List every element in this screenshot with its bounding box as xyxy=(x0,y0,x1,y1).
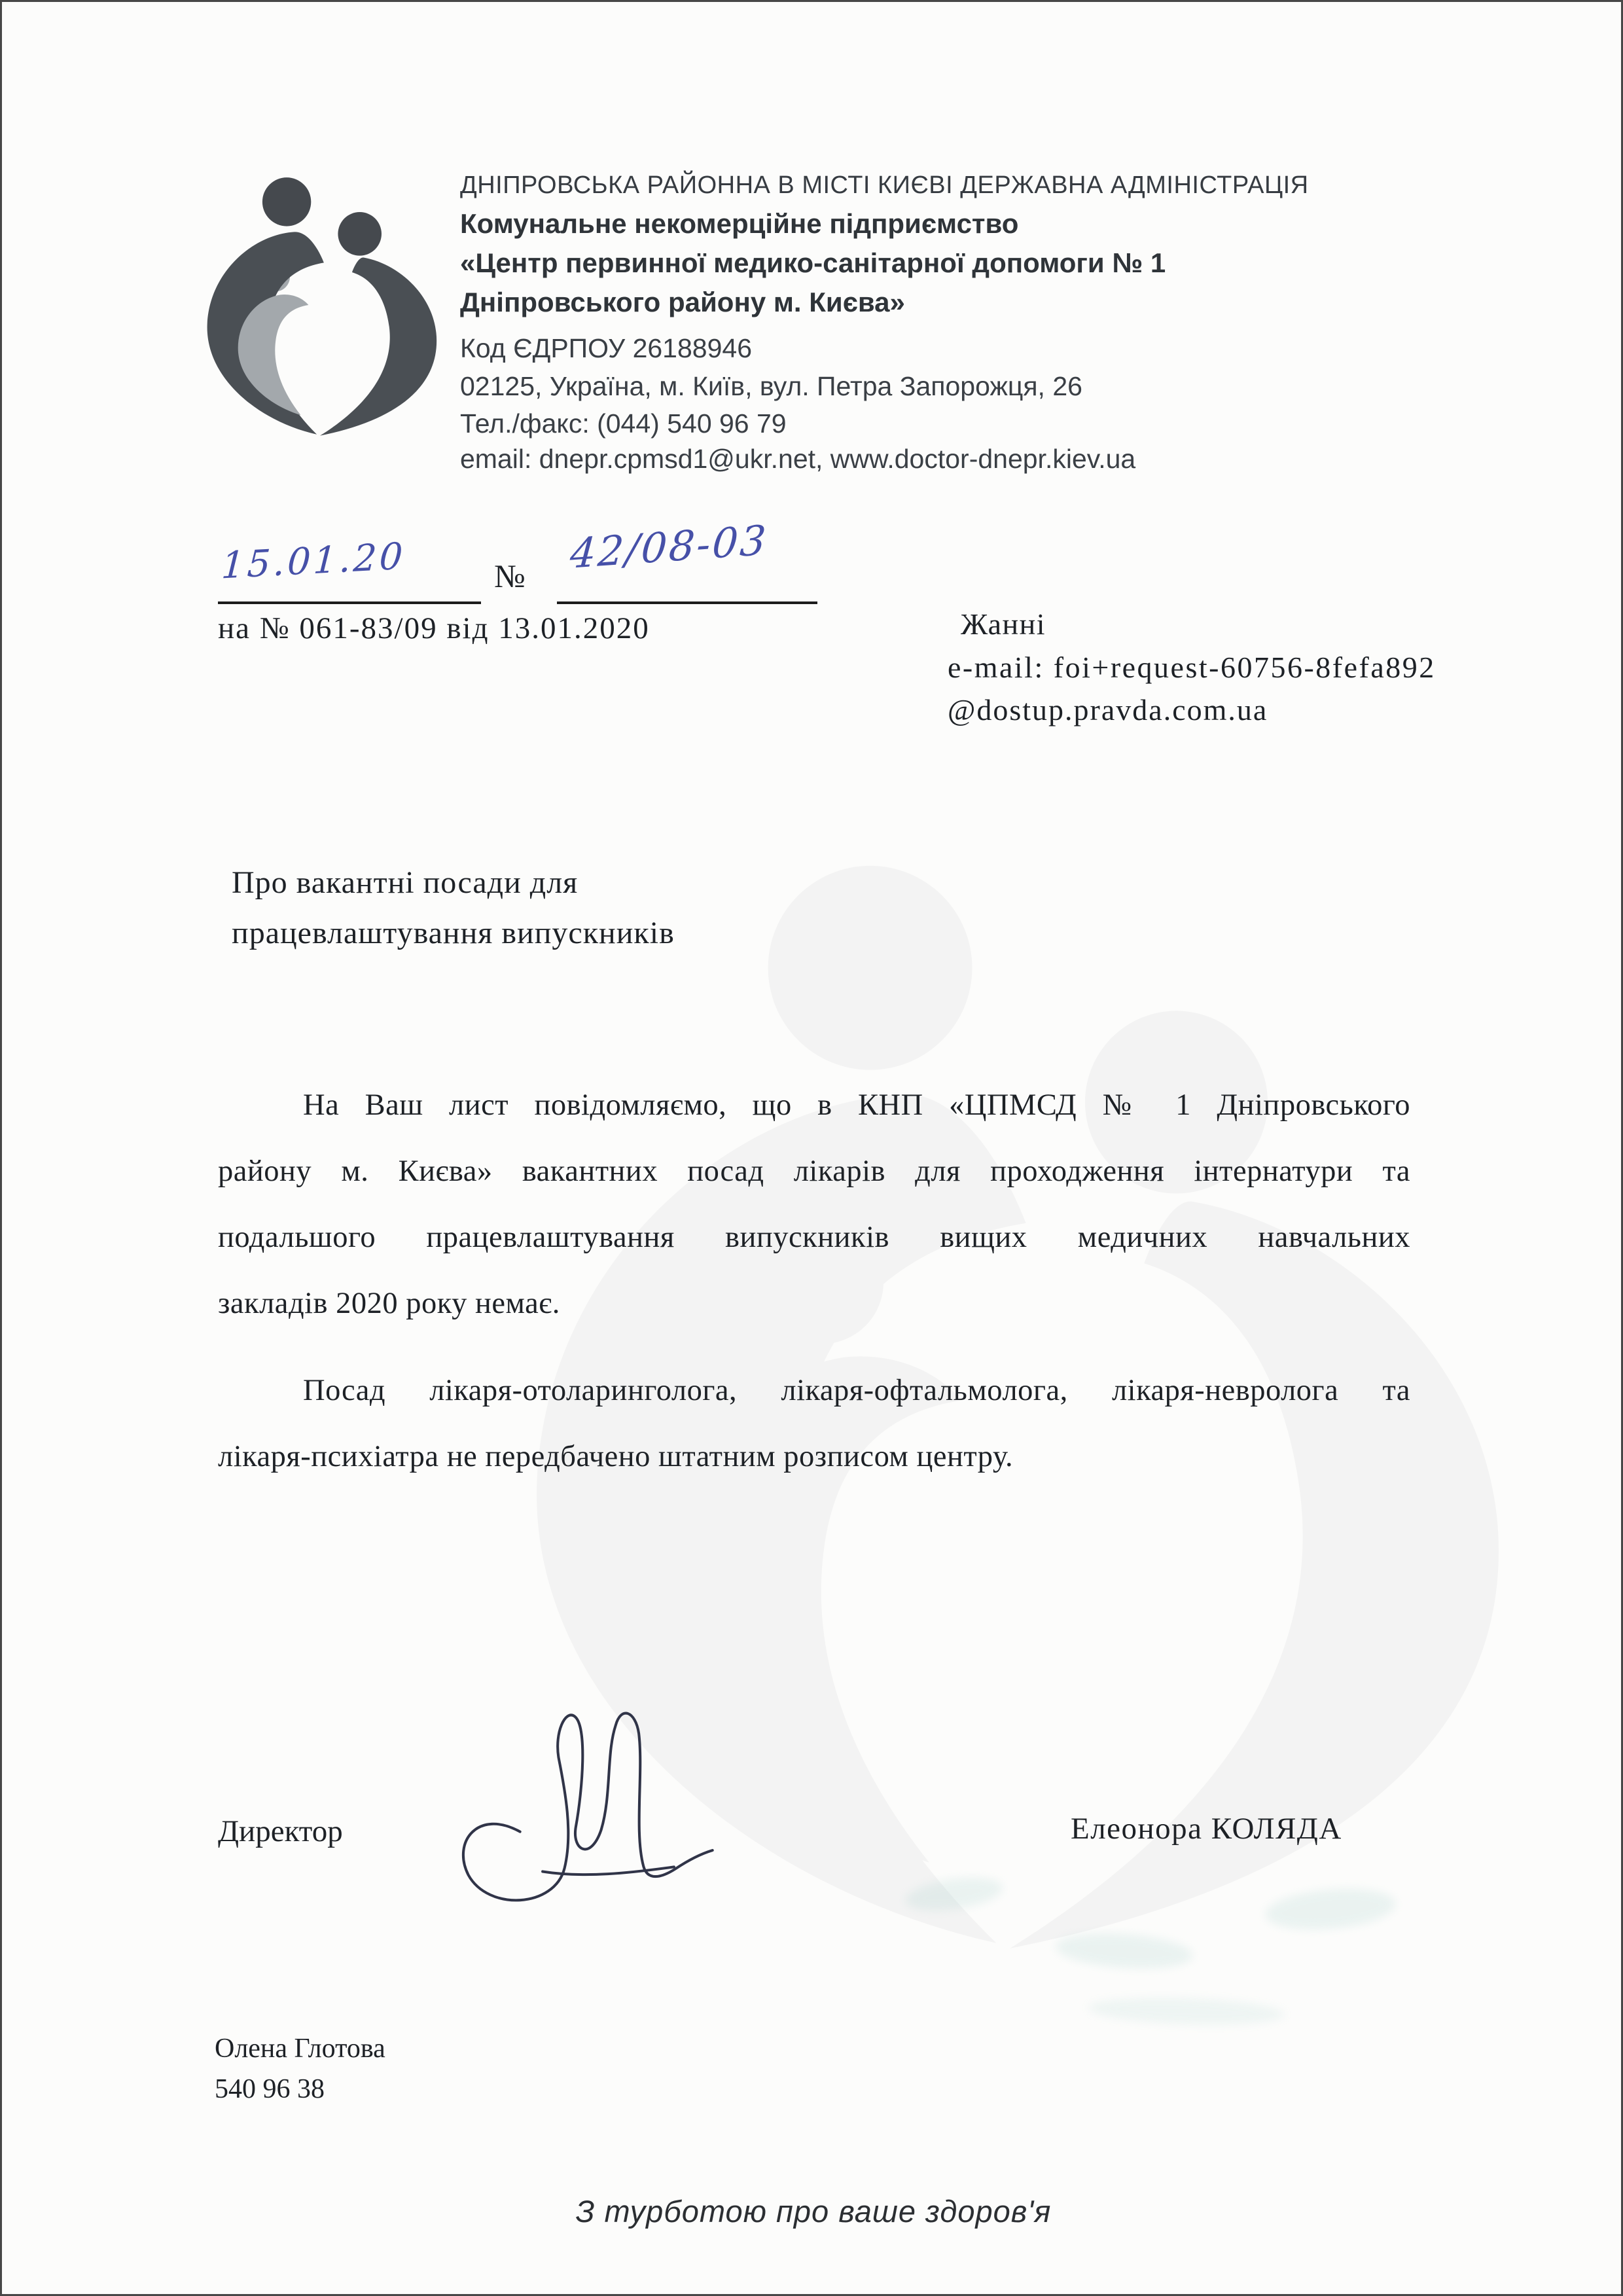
number-underline xyxy=(557,601,817,604)
body-paragraph-1 xyxy=(218,1072,1410,1336)
subject-line-2: працевлаштування випускників xyxy=(232,916,675,950)
logo-head-right-icon xyxy=(338,212,382,256)
number-sign: № xyxy=(494,558,526,594)
org-name-line-2: «Центр первинної медико-санітарної допомоги № 1 xyxy=(460,247,1166,278)
email-line: email: dnepr.cpmsd1@ukr.net, www.doctor-dnepr.kiev.ua xyxy=(460,444,1136,474)
recipient-email-line-2: @dostup.pravda.com.ua xyxy=(948,693,1268,726)
recipient-name: Жанні xyxy=(961,607,1046,641)
director-name: Елеонора КОЛЯДА xyxy=(1071,1812,1342,1846)
contact-person-block xyxy=(215,2028,385,2109)
director-title: Директор xyxy=(218,1814,343,1848)
date-underline xyxy=(218,601,481,604)
outgoing-number-handwritten: 42/08-03 xyxy=(568,516,770,578)
org-logo xyxy=(198,164,442,444)
org-name-line-3: Дніпровського району м. Києва» xyxy=(460,287,905,317)
logo-right-figure xyxy=(320,257,437,435)
reply-reference-line: на № 061-83/09 від 13.01.2020 xyxy=(218,611,650,645)
body-line: Посад лікаря-отоларинголога, лікаря-офтальмолога, лікаря-невролога та xyxy=(303,1374,1410,1407)
footer-slogan: З турботою про ваше здоров'я xyxy=(575,2194,1052,2229)
outgoing-date-handwritten: 15.01.20 xyxy=(220,535,406,588)
body-line: району м. Києва» вакантних посад лікарів для проходження інтернатури та xyxy=(218,1155,1410,1188)
recipient-email-line-1: e-mail: foi+request-60756-8fefa892 xyxy=(948,651,1436,684)
body-line: На Ваш лист повідомляємо, що в КНП «ЦПМСД № 1 Дніпровського xyxy=(303,1088,1410,1122)
body-line: подальшого працевлаштування випускників вищих медичних навчальних xyxy=(218,1221,1410,1254)
letter-body xyxy=(218,1072,1410,1490)
director-signature xyxy=(442,1692,727,1912)
subject-line-1: Про вакантні посади для xyxy=(232,865,579,900)
stamp-bleed-mark xyxy=(1088,1995,1285,2028)
body-line: лікаря-психіатра не передбачено штатним розписом центру. xyxy=(218,1440,1014,1473)
logo-head-large-icon xyxy=(262,177,311,226)
edrpou-line: Код ЄДРПОУ 26188946 xyxy=(460,333,752,363)
org-name-line-1: Комунальне некомерційне підприємство xyxy=(460,208,1019,239)
address-line: 02125, Україна, м. Київ, вул. Петра Запорожця, 26 xyxy=(460,371,1082,401)
phone-line: Тел./факс: (044) 540 96 79 xyxy=(460,408,787,439)
body-paragraph-2 xyxy=(218,1357,1410,1490)
contact-person-phone: 540 96 38 xyxy=(215,2074,325,2104)
contact-person-name: Олена Глотова xyxy=(215,2034,385,2064)
header-admin-line: ДНІПРОВСЬКА РАЙОННА В МІСТІ КИЄВІ ДЕРЖАВНА АДМІНІСТРАЦІЯ xyxy=(460,171,1309,199)
body-line: закладів 2020 року немає. xyxy=(218,1287,560,1320)
